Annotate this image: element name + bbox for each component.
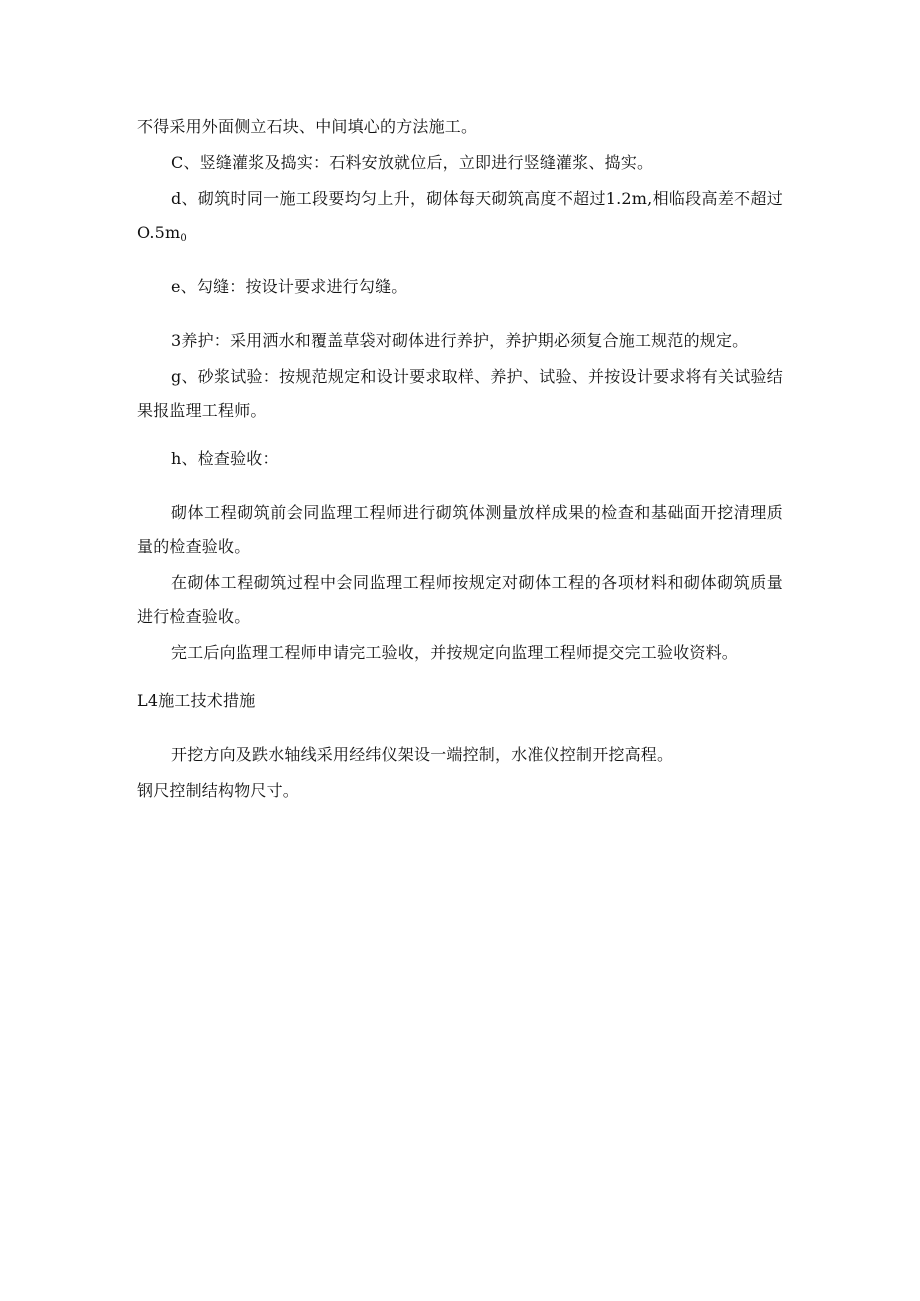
paragraph-c-vertical-joint-grouting: C、竖缝灌浆及捣实：石料安放就位后，立即进行竖缝灌浆、捣实。 bbox=[171, 153, 654, 172]
paragraph-d-masonry-height bbox=[137, 182, 783, 256]
paragraph-steel-ruler-control: 钢尺控制结构物尺寸。 bbox=[137, 781, 300, 800]
paragraph-3-curing: 3养护：采用洒水和覆盖草袋对砌体进行养护，养护期必须复合施工规范的规定。 bbox=[171, 331, 749, 350]
document-body bbox=[137, 110, 783, 808]
paragraph-h-inspection-heading: h、检查验收： bbox=[171, 449, 279, 468]
paragraph-no-infill-method: 不得采用外面侧立石块、中间填心的方法施工。 bbox=[137, 117, 478, 136]
paragraph-excavation-control: 开挖方向及跌水轴线采用经纬仪架设一端控制，水准仪控制开挖高程。 bbox=[171, 745, 674, 764]
paragraph-d-subscript: 0 bbox=[180, 233, 187, 244]
paragraph-during-masonry-inspection: 在砌体工程砌筑过程中会同监理工程师按规定对砌体工程的各项材料和砌体砌筑质量进行检查验收。 bbox=[137, 573, 783, 626]
paragraph-g-mortar-test: g、砂浆试验：按规范规定和设计要求取样、养护、试验、并按设计要求将有关试验结果报监理工程师。 bbox=[137, 367, 783, 420]
paragraph-e-pointing: e、勾缝：按设计要求进行勾缝。 bbox=[171, 277, 408, 296]
section-heading-l4-technical-measures: L4施工技术措施 bbox=[137, 691, 256, 710]
paragraph-pre-masonry-inspection: 砌体工程砌筑前会同监理工程师进行砌筑体测量放样成果的检查和基础面开挖清理质量的检查验收。 bbox=[137, 503, 783, 556]
paragraph-d-text: d、砌筑时同一施工段要均匀上升，砌体每天砌筑高度不超过1.2m,相临段高差不超过O.5m bbox=[137, 189, 783, 242]
paragraph-completion-acceptance: 完工后向监理工程师申请完工验收，并按规定向监理工程师提交完工验收资料。 bbox=[171, 643, 739, 662]
